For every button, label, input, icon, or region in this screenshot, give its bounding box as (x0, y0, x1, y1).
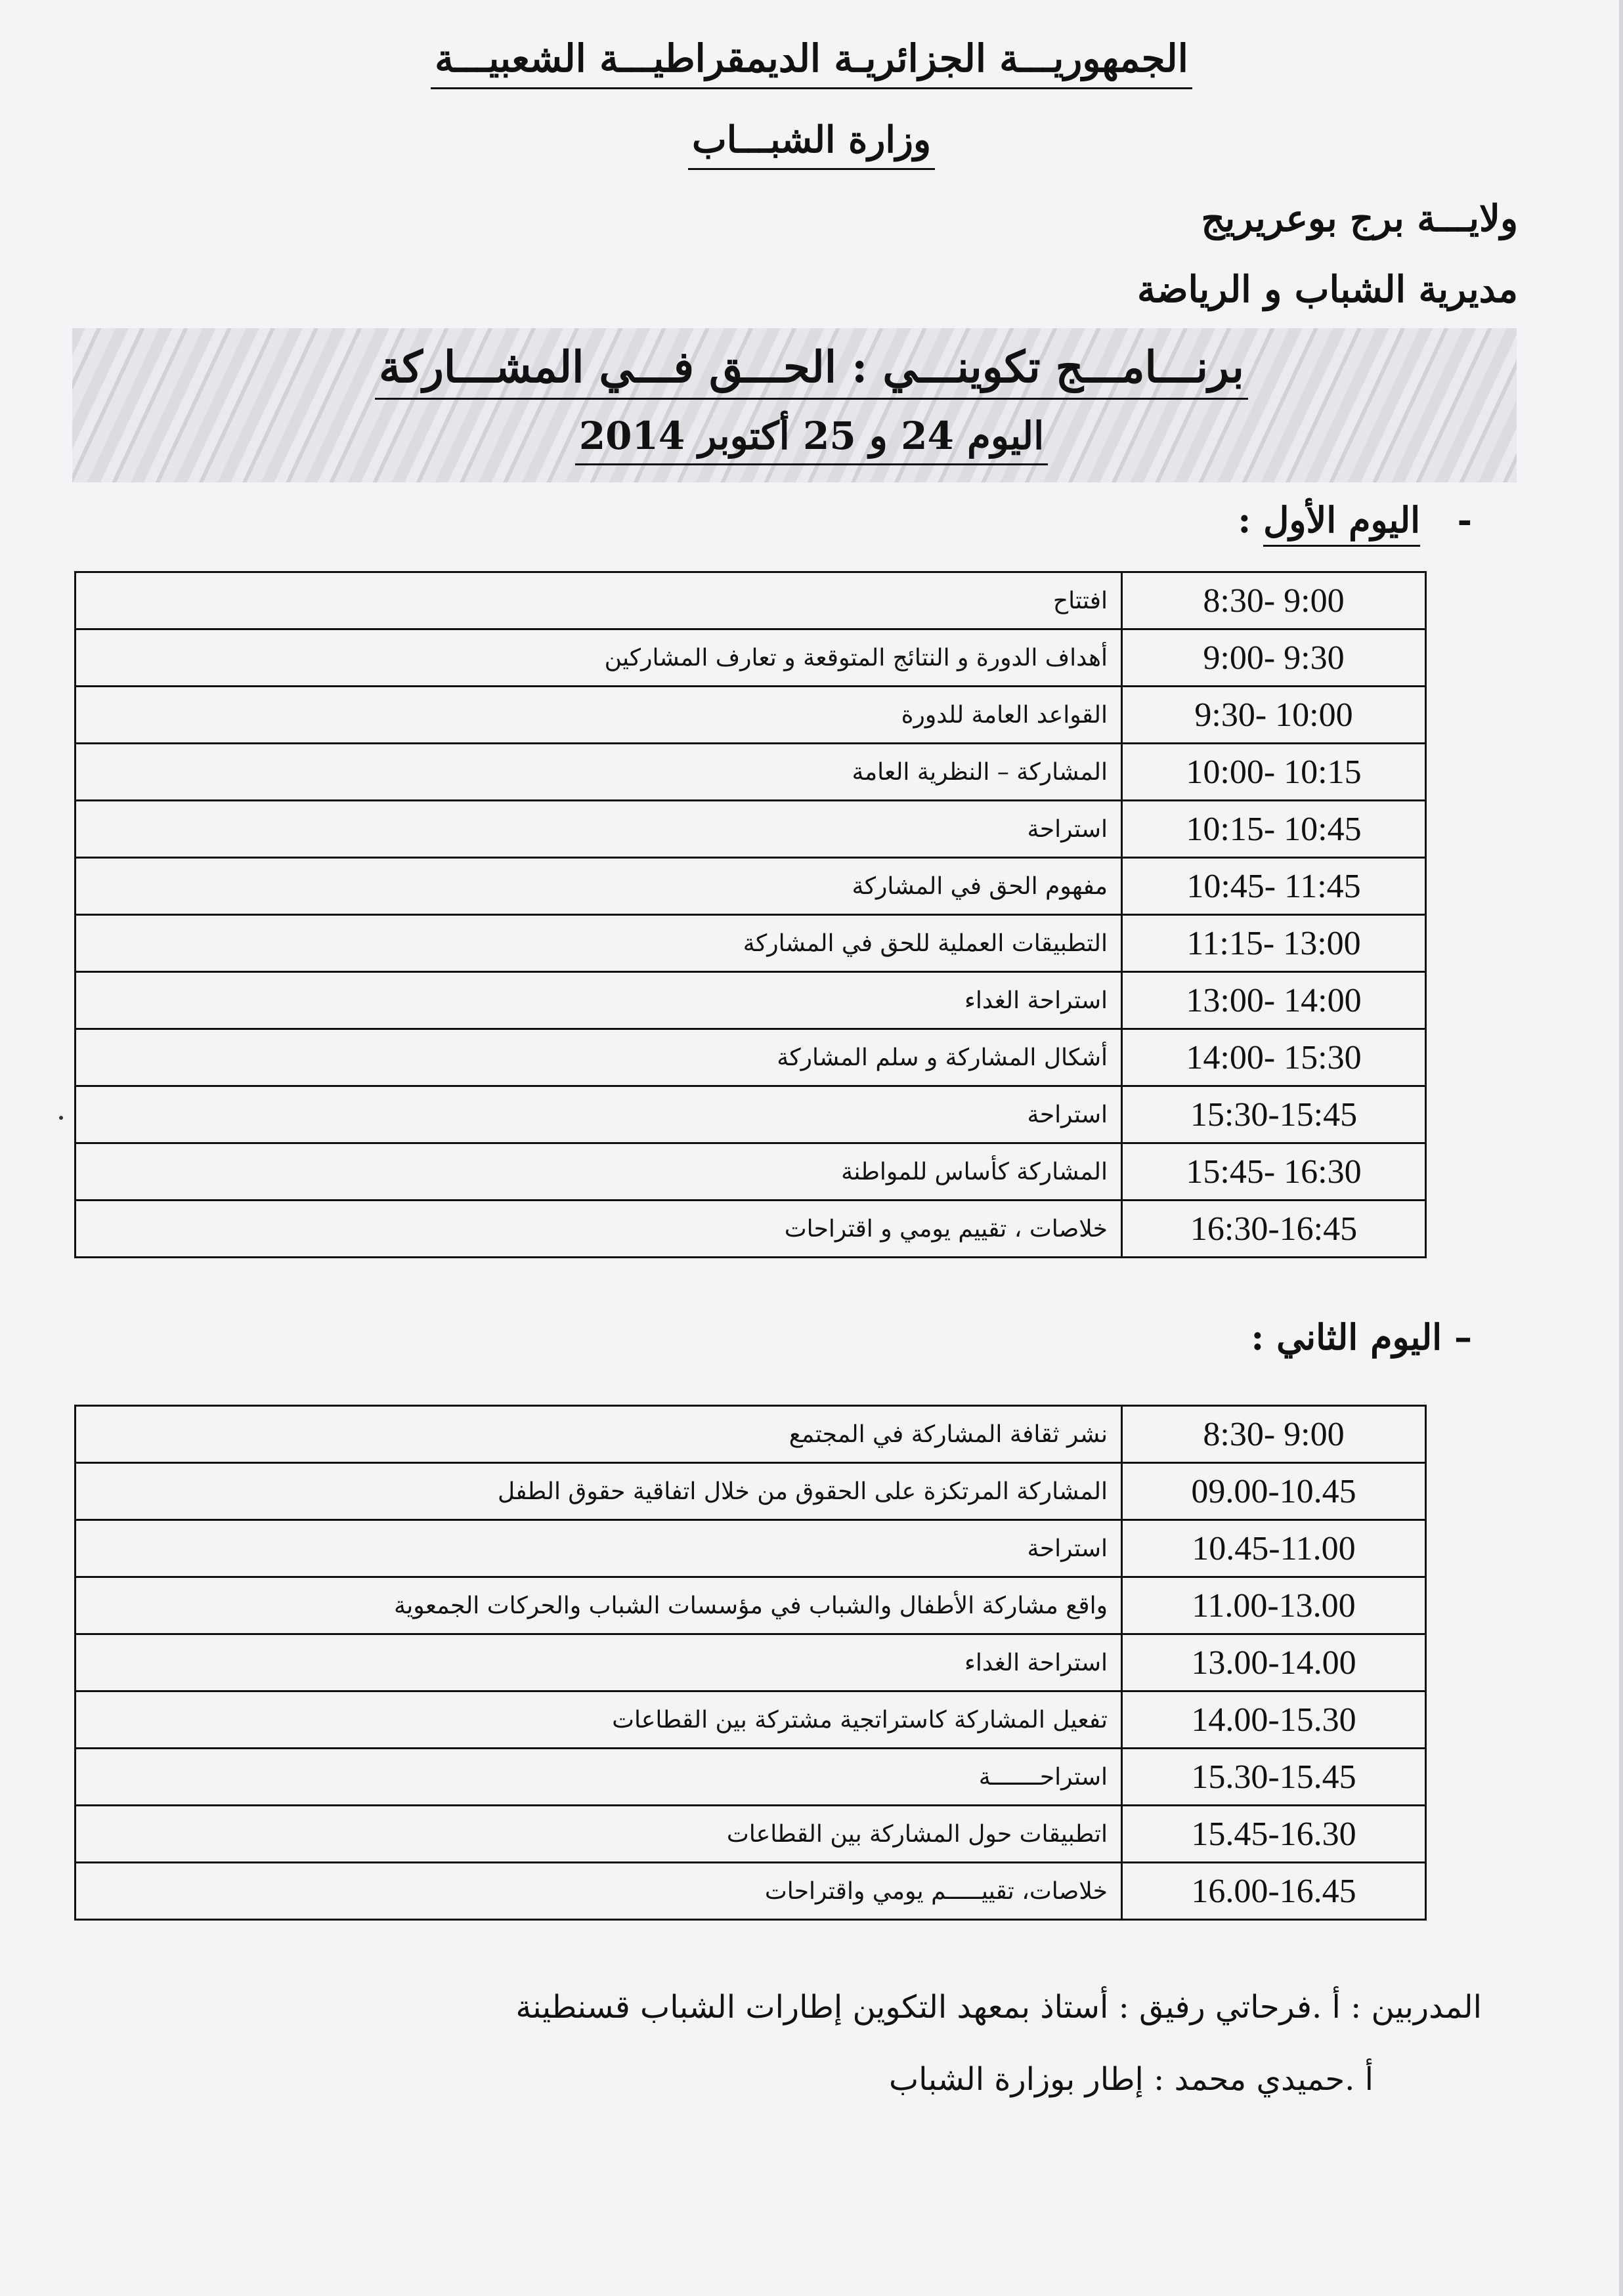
table-row (76, 801, 1426, 858)
time-cell: 11:15- 13:00 (1122, 915, 1426, 972)
activity-cell: أشكال المشاركة و سلم المشاركة (76, 1029, 1122, 1086)
day2-heading (1251, 1316, 1472, 1358)
activity-cell: مفهوم الحق في المشاركة (76, 858, 1122, 915)
table-row (76, 1634, 1426, 1691)
activity-cell: التطبيقات العملية للحق في المشاركة (76, 915, 1122, 972)
table-row (76, 629, 1426, 687)
activity-cell: استراحـــــــة (76, 1749, 1122, 1806)
time-cell: 8:30- 9:00 (1122, 1406, 1426, 1463)
table-row (76, 915, 1426, 972)
trainers-line-2: أ .حميدي محمد : إطار بوزارة الشباب (888, 2061, 1374, 2098)
activity-cell: المشاركة المرتكزة على الحقوق من خلال اتفاقية حقوق الطفل (76, 1463, 1122, 1520)
activity-cell: افتتاح (76, 572, 1122, 629)
time-cell: 15:30-15:45 (1122, 1086, 1426, 1143)
table-row (76, 1749, 1426, 1806)
activity-cell: المشاركة كأساس للمواطنة (76, 1143, 1122, 1201)
day1-schedule-table (74, 571, 1427, 1258)
time-cell: 14:00- 15:30 (1122, 1029, 1426, 1086)
activity-cell: استراحة الغداء (76, 1634, 1122, 1691)
table-row (76, 1201, 1426, 1258)
table-row (76, 858, 1426, 915)
activity-cell: استراحة (76, 1520, 1122, 1577)
table-row (76, 1806, 1426, 1863)
time-cell: 15:45- 16:30 (1122, 1143, 1426, 1201)
activity-cell: تفعيل المشاركة كاستراتجية مشتركة بين القطاعات (76, 1691, 1122, 1749)
day1-heading-colon: : (1238, 499, 1251, 541)
activity-cell: أهداف الدورة و النتائج المتوقعة و تعارف المشاركين (76, 629, 1122, 687)
directorate-label: مديرية الشباب و الرياضة (1136, 268, 1518, 311)
ministry-title: وزارة الشبـــاب (0, 118, 1623, 161)
activity-cell: استراحة الغداء (76, 972, 1122, 1029)
time-cell: 10:45- 11:45 (1122, 858, 1426, 915)
table-row (76, 1029, 1426, 1086)
activity-cell: اتطبيقات حول المشاركة بين القطاعات (76, 1806, 1122, 1863)
time-cell: 14.00-15.30 (1122, 1691, 1426, 1749)
program-dates: اليوم 24 و 25 أكتوبر 2014 (0, 414, 1623, 458)
day2-schedule-table (74, 1405, 1427, 1921)
day1-heading-text: اليوم الأول (1263, 499, 1420, 547)
table-row (76, 687, 1426, 744)
time-cell: 15.30-15.45 (1122, 1749, 1426, 1806)
time-cell: 9:30- 10:00 (1122, 687, 1426, 744)
time-cell: 13.00-14.00 (1122, 1634, 1426, 1691)
time-cell: 9:00- 9:30 (1122, 629, 1426, 687)
time-cell: 15.45-16.30 (1122, 1806, 1426, 1863)
day1-heading (1238, 499, 1472, 541)
time-cell: 11.00-13.00 (1122, 1577, 1426, 1634)
activity-cell: واقع مشاركة الأطفال والشباب في مؤسسات الشباب والحركات الجمعوية (76, 1577, 1122, 1634)
activity-cell: خلاصات، تقييـــــم يومي واقتراحات (76, 1863, 1122, 1920)
scan-speck (59, 1116, 63, 1120)
day2-heading-dash: – (1454, 1316, 1472, 1358)
table-row (76, 1691, 1426, 1749)
table-row (76, 1406, 1426, 1463)
table-row (76, 1863, 1426, 1920)
activity-cell: خلاصات ، تقييم يومي و اقتراحات (76, 1201, 1122, 1258)
time-cell: 16.00-16.45 (1122, 1863, 1426, 1920)
time-cell: 13:00- 14:00 (1122, 972, 1426, 1029)
activity-cell: المشاركة – النظرية العامة (76, 744, 1122, 801)
time-cell: 8:30- 9:00 (1122, 572, 1426, 629)
activity-cell: القواعد العامة للدورة (76, 687, 1122, 744)
time-cell: 09.00-10.45 (1122, 1463, 1426, 1520)
table-row (76, 1577, 1426, 1634)
table-row (76, 972, 1426, 1029)
table-row (76, 572, 1426, 629)
day2-heading-colon: : (1251, 1316, 1265, 1358)
activity-cell: استراحة (76, 801, 1122, 858)
time-cell: 16:30-16:45 (1122, 1201, 1426, 1258)
table-row (76, 744, 1426, 801)
program-title: برنـــامـــج تكوينـــي : الحـــق فـــي المشـــاركة (0, 341, 1623, 393)
province-label: ولايـــة برج بوعريريج (1201, 197, 1518, 240)
time-cell: 10.45-11.00 (1122, 1520, 1426, 1577)
activity-cell: نشر ثقافة المشاركة في المجتمع (76, 1406, 1122, 1463)
time-cell: 10:15- 10:45 (1122, 801, 1426, 858)
activity-cell: استراحة (76, 1086, 1122, 1143)
republic-title: الجمهوريـــة الجزائريـة الديمقراطيـــة الشعبيـــة (0, 36, 1623, 81)
table-row (76, 1086, 1426, 1143)
day2-heading-text: اليوم الثاني (1276, 1316, 1442, 1358)
day1-heading-dash: - (1457, 499, 1472, 541)
table-row (76, 1143, 1426, 1201)
table-row (76, 1463, 1426, 1520)
trainers-line-1: المدربين : أ .فرحاتي رفيق : أستاذ بمعهد التكوين إطارات الشباب قسنطينة (515, 1989, 1482, 2026)
time-cell: 10:00- 10:15 (1122, 744, 1426, 801)
table-row (76, 1520, 1426, 1577)
